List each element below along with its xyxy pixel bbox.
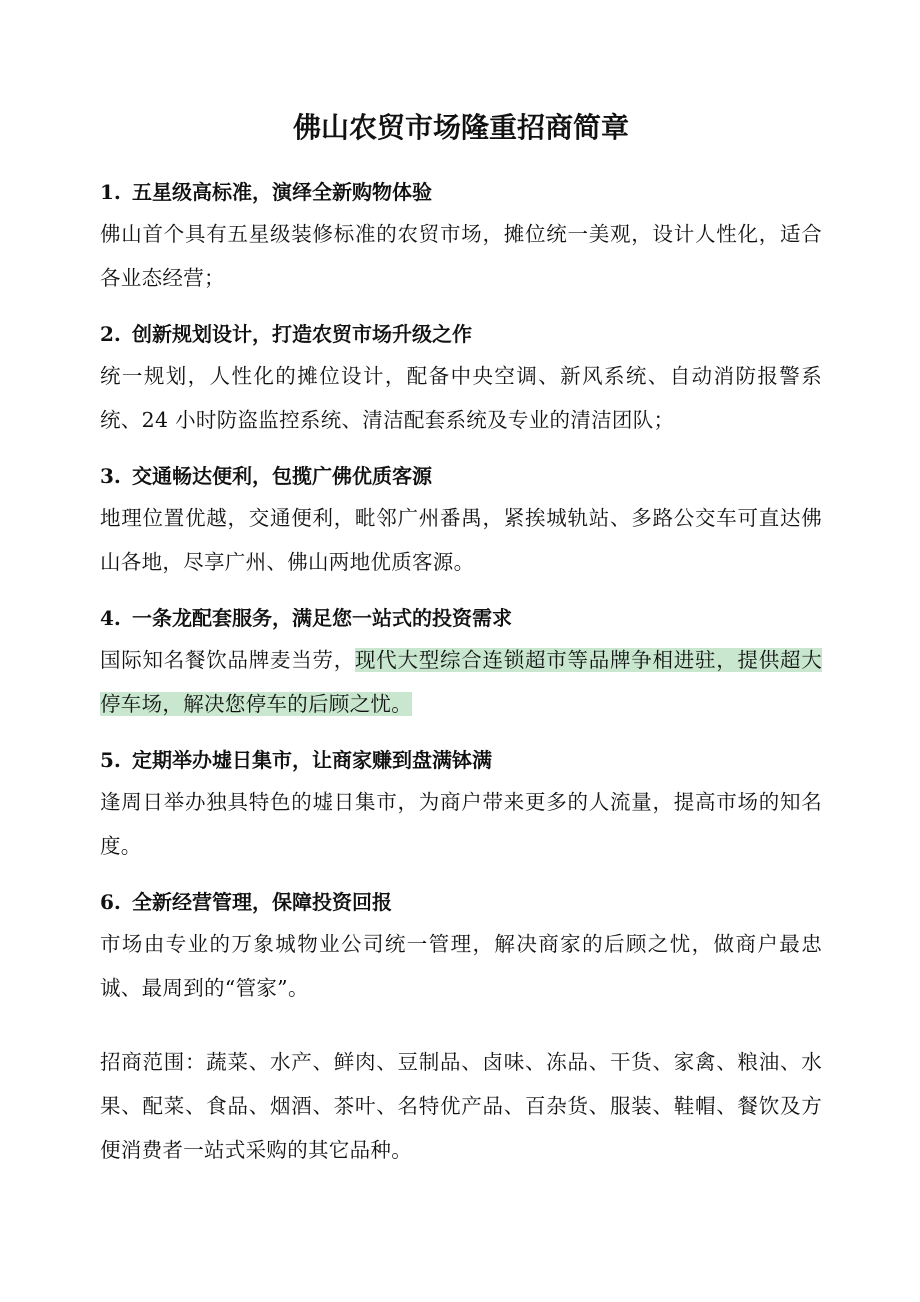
section-heading-text: 创新规划设计，打造农贸市场升级之作 [132, 322, 472, 346]
section-heading-text: 五星级高标准，演绎全新购物体验 [132, 180, 432, 204]
leasing-scope: 招商范围：蔬菜、水产、鲜肉、豆制品、卤味、冻品、干货、家禽、粮油、水果、配菜、食品、烟酒、茶叶、名特优产品、百杂货、服装、鞋帽、餐饮及方便消费者一站式采购的其它品种。 [100, 1050, 822, 1162]
highlighted-text: 现代大型综合连锁超市等品牌争相进驻，提供超大停车场，解决您停车的后顾之忧。 [100, 648, 822, 716]
section-heading [100, 172, 822, 212]
section-number: 6. [100, 890, 121, 914]
section-heading [100, 598, 822, 638]
section-heading-text: 交通畅达便利，包揽广佛优质客源 [132, 464, 432, 488]
section-body: 统一规划，人性化的摊位设计，配备中央空调、新风系统、自动消防报警系统、24 小时防盗监控系统、清洁配套系统及专业的清洁团队； [100, 364, 822, 432]
document-title: 佛山农贸市场隆重招商简章 [292, 111, 629, 144]
section-2 [100, 314, 822, 442]
section-heading-text: 定期举办墟日集市，让商家赚到盘满钵满 [132, 748, 492, 772]
section-body: 佛山首个具有五星级装修标准的农贸市场，摊位统一美观，设计人性化，适合各业态经营； [100, 222, 822, 290]
section-body-plain: 国际知名餐饮品牌麦当劳， [100, 648, 355, 672]
section-heading-text: 全新经营管理，保障投资回报 [132, 890, 392, 914]
section-heading [100, 882, 822, 922]
section-3 [100, 456, 822, 584]
section-1 [100, 172, 822, 300]
section-heading [100, 314, 822, 354]
section-4 [100, 598, 822, 726]
section-5 [100, 740, 822, 868]
section-body [100, 638, 822, 726]
section-body: 地理位置优越，交通便利，毗邻广州番禺，紧挨城轨站、多路公交车可直达佛山各地，尽享广州、佛山两地优质客源。 [100, 506, 822, 574]
section-number: 4. [100, 606, 121, 630]
section-body: 市场由专业的万象城物业公司统一管理，解决商家的后顾之忧，做商户最忠诚、最周到的“管家”。 [100, 932, 822, 1000]
section-heading [100, 456, 822, 496]
section-body: 逢周日举办独具特色的墟日集市，为商户带来更多的人流量，提高市场的知名度。 [100, 790, 822, 858]
section-heading-text: 一条龙配套服务，满足您一站式的投资需求 [132, 606, 512, 630]
section-heading [100, 740, 822, 780]
section-number: 2. [100, 322, 121, 346]
section-number: 1. [100, 180, 121, 204]
section-6 [100, 882, 822, 1010]
section-number: 3. [100, 464, 121, 488]
section-number: 5. [100, 748, 121, 772]
